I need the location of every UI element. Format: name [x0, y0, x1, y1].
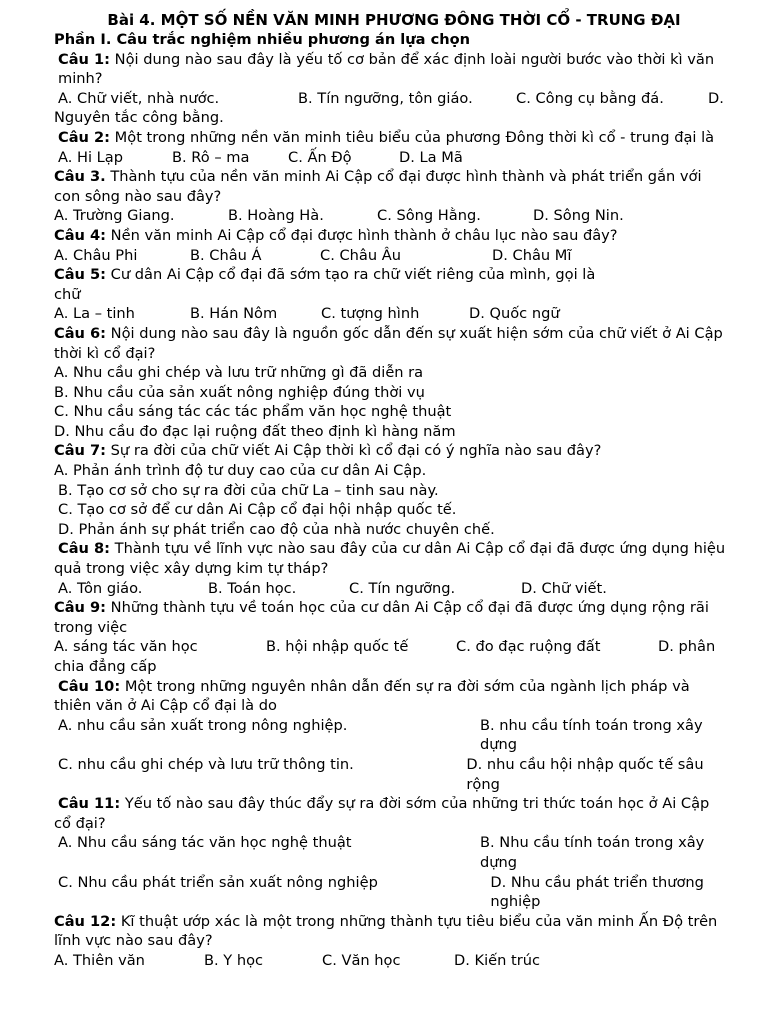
- option-c[interactable]: C. nhu cầu ghi chép và lưu trữ thông tin.: [58, 755, 354, 773]
- option-a[interactable]: A. Nhu cầu ghi chép và lưu trữ những gì đã diễn ra: [54, 364, 424, 382]
- question-8-text: Câu 8: Thành tựu về lĩnh vực nào sau đây của cư dân Ai Cập cổ đại đã được ứng dụng hiệu quả trong việc xây dựng kim tự tháp?: [54, 540, 726, 578]
- document-title: Bài 4. MỘT SỐ NỀN VĂN MINH PHƯƠNG ĐÔNG THỜI CỔ - TRUNG ĐẠI: [107, 11, 681, 29]
- question-12-text: Câu 12: Kĩ thuật ướp xác là một trong những thành tựu tiêu biểu của văn minh Ấn Độ trên lĩnh vực nào sau đây?: [54, 912, 718, 950]
- option-d[interactable]: D. Nhu cầu đo đạc lại ruộng đất theo định kì hàng năm: [54, 422, 456, 440]
- option-a[interactable]: A. Phản ánh trình độ tư duy cao của cư dân Ai Cập.: [54, 462, 427, 480]
- question-2-label: Câu 2:: [58, 128, 111, 146]
- question-4-text: Câu 4: Nền văn minh Ai Cập cổ đại được hình thành ở châu lục nào sau đây?: [54, 226, 618, 244]
- option-c[interactable]: C. Châu Âu: [320, 246, 401, 264]
- question-5-options: [54, 304, 728, 324]
- option-d[interactable]: D. phân: [658, 638, 716, 656]
- option-c[interactable]: C. Tín ngưỡng.: [349, 579, 456, 597]
- option-d[interactable]: D. La Mã: [399, 148, 463, 166]
- question-12: [54, 912, 728, 971]
- question-7-label: Câu 7:: [54, 442, 107, 460]
- question-6-text: Câu 6: Nội dung nào sau đây là nguồn gốc dẫn đến sự xuất hiện sớm của chữ viết ở Ai Cập thời kì cổ đại?: [54, 324, 723, 362]
- option-a[interactable]: A. Châu Phi: [54, 246, 138, 264]
- question-1: [54, 50, 728, 109]
- option-a[interactable]: A. Trường Giang.: [54, 207, 175, 225]
- question-10-options-row2: [54, 755, 728, 794]
- option-b[interactable]: B. Hoàng Hà.: [228, 207, 324, 225]
- question-5: [54, 265, 728, 324]
- option-c[interactable]: C. đo đạc ruộng đất: [456, 638, 601, 656]
- option-a[interactable]: A. La – tinh: [54, 305, 135, 323]
- question-3-text: Câu 3. Thành tựu của nền văn minh Ai Cập cổ đại được hình thành và phát triển gắn với con sông nào sau đây?: [54, 168, 702, 205]
- question-10-label: Câu 10:: [58, 677, 121, 695]
- question-7-text: Câu 7: Sự ra đời của chữ viết Ai Cập thời kì cổ đại có ý nghĩa nào sau đây?: [54, 442, 602, 460]
- question-11-text: Câu 11: Yếu tố nào sau đây thúc đẩy sự ra đời sớm của những tri thức toán học ở Ai Cập cổ đại?: [54, 795, 710, 832]
- question-9-label: Câu 9:: [54, 599, 107, 617]
- question-9-options: [54, 637, 728, 657]
- question-12-label: Câu 12:: [54, 912, 117, 930]
- question-11: [54, 794, 728, 912]
- question-1-text: Câu 1: Nội dung nào sau đây là yếu tố cơ bản để xác định loài người bước vào thời kì văn minh?: [58, 50, 715, 88]
- option-a[interactable]: A. sáng tác văn học: [54, 638, 198, 656]
- question-4-label: Câu 4:: [54, 226, 107, 244]
- question-1-overflow: Nguyên tắc công bằng.: [54, 109, 224, 127]
- question-2: [54, 128, 728, 167]
- question-11-options-row1: [54, 833, 728, 872]
- option-b[interactable]: B. Tín ngưỡng, tôn giáo.: [298, 89, 473, 107]
- option-a[interactable]: A. Tôn giáo.: [58, 579, 143, 597]
- option-d[interactable]: D. Chữ viết.: [521, 579, 607, 597]
- option-d[interactable]: D. nhu cầu hội nhập quốc tế sâu rộng: [466, 755, 704, 793]
- option-d[interactable]: D. Kiến trúc: [454, 951, 541, 969]
- question-3-options: [54, 206, 728, 226]
- option-d[interactable]: D.: [708, 89, 724, 107]
- option-d[interactable]: D. Sông Nin.: [533, 207, 624, 225]
- question-12-options: [54, 951, 728, 971]
- option-a[interactable]: A. nhu cầu sản xuất trong nông nghiệp.: [58, 716, 348, 734]
- option-c[interactable]: C. Ấn Độ: [288, 148, 352, 166]
- option-b[interactable]: B. nhu cầu tính toán trong xây dựng: [480, 716, 703, 754]
- option-b[interactable]: B. Tạo cơ sở cho sự ra đời của chữ La – tinh sau này.: [58, 481, 439, 499]
- question-4: [54, 226, 728, 265]
- option-b[interactable]: B. Rô – ma: [172, 148, 250, 166]
- question-8: [54, 539, 728, 598]
- question-7: [54, 441, 728, 539]
- option-b[interactable]: B. Toán học.: [208, 579, 297, 597]
- option-c[interactable]: C. Tạo cơ sở để cư dân Ai Cập cổ đại hội nhập quốc tế.: [58, 501, 457, 519]
- option-d[interactable]: D. Châu Mĩ: [492, 246, 572, 264]
- option-a[interactable]: A. Thiên văn: [54, 951, 145, 969]
- option-b[interactable]: B. Nhu cầu của sản xuất nông nghiệp đúng thời vụ: [54, 383, 425, 401]
- question-3: [54, 167, 728, 226]
- part-heading: Phần I. Câu trắc nghiệm nhiều phương án lựa chọn: [54, 31, 471, 48]
- question-9-text: Câu 9: Những thành tựu về toán học của cư dân Ai Cập cổ đại đã được ứng dụng rộng rãi trong việc: [54, 599, 709, 636]
- question-2-text: Câu 2: Một trong những nền văn minh tiêu biểu của phương Đông thời kì cổ - trung đại là: [58, 128, 715, 146]
- question-5-label: Câu 5:: [54, 266, 107, 284]
- option-a[interactable]: A. Nhu cầu sáng tác văn học nghệ thuật: [58, 834, 352, 852]
- question-11-options-row2: [54, 873, 728, 912]
- option-d[interactable]: D. Phản ánh sự phát triển cao độ của nhà nước chuyên chế.: [58, 520, 495, 538]
- option-b[interactable]: B. Nhu cầu tính toán trong xây dựng: [480, 834, 705, 871]
- option-c[interactable]: C. Sông Hằng.: [377, 207, 481, 225]
- question-2-options: [58, 148, 728, 168]
- option-a[interactable]: A. Chữ viết, nhà nước.: [58, 89, 220, 107]
- option-c[interactable]: C. Nhu cầu sáng tác các tác phẩm văn học nghệ thuật: [54, 403, 452, 421]
- question-9: [54, 598, 728, 657]
- question-10: [54, 677, 728, 795]
- option-a[interactable]: A. Hi Lạp: [58, 148, 124, 166]
- question-4-options: [54, 246, 728, 266]
- option-b[interactable]: B. Châu Á: [190, 246, 262, 264]
- question-6: [54, 324, 728, 442]
- question-11-label: Câu 11:: [58, 795, 121, 813]
- question-3-label: Câu 3.: [54, 168, 106, 186]
- option-b[interactable]: B. Y học: [204, 951, 264, 969]
- question-5-text: Câu 5: Cư dân Ai Cập cổ đại đã sớm tạo ra chữ viết riêng của mình, gọi là: [54, 266, 596, 284]
- question-5-text-line2: chữ: [54, 285, 81, 303]
- option-c[interactable]: C. tượng hình: [321, 305, 420, 323]
- question-6-label: Câu 6:: [54, 324, 107, 342]
- question-9-overflow: chia đẳng cấp: [54, 658, 157, 675]
- option-c[interactable]: C. Công cụ bằng đá.: [516, 89, 664, 107]
- question-10-text: Câu 10: Một trong những nguyên nhân dẫn đến sự ra đời sớm của ngành lịch pháp và thiên văn ở Ai Cập cổ đại là do: [54, 677, 690, 715]
- option-d[interactable]: D. Quốc ngữ: [469, 305, 560, 323]
- question-8-options: [54, 579, 728, 599]
- option-d[interactable]: D. Nhu cầu phát triển thương nghiệp: [490, 873, 704, 911]
- option-b[interactable]: B. Hán Nôm: [190, 305, 278, 323]
- question-10-options-row1: [54, 716, 728, 755]
- question-1-label: Câu 1:: [58, 50, 111, 68]
- option-c[interactable]: C. Văn học: [322, 951, 401, 969]
- question-1-options: [58, 89, 728, 109]
- option-b[interactable]: B. hội nhập quốc tế: [266, 638, 409, 656]
- option-c[interactable]: C. Nhu cầu phát triển sản xuất nông nghiệp: [58, 873, 378, 891]
- question-8-label: Câu 8:: [58, 540, 111, 558]
